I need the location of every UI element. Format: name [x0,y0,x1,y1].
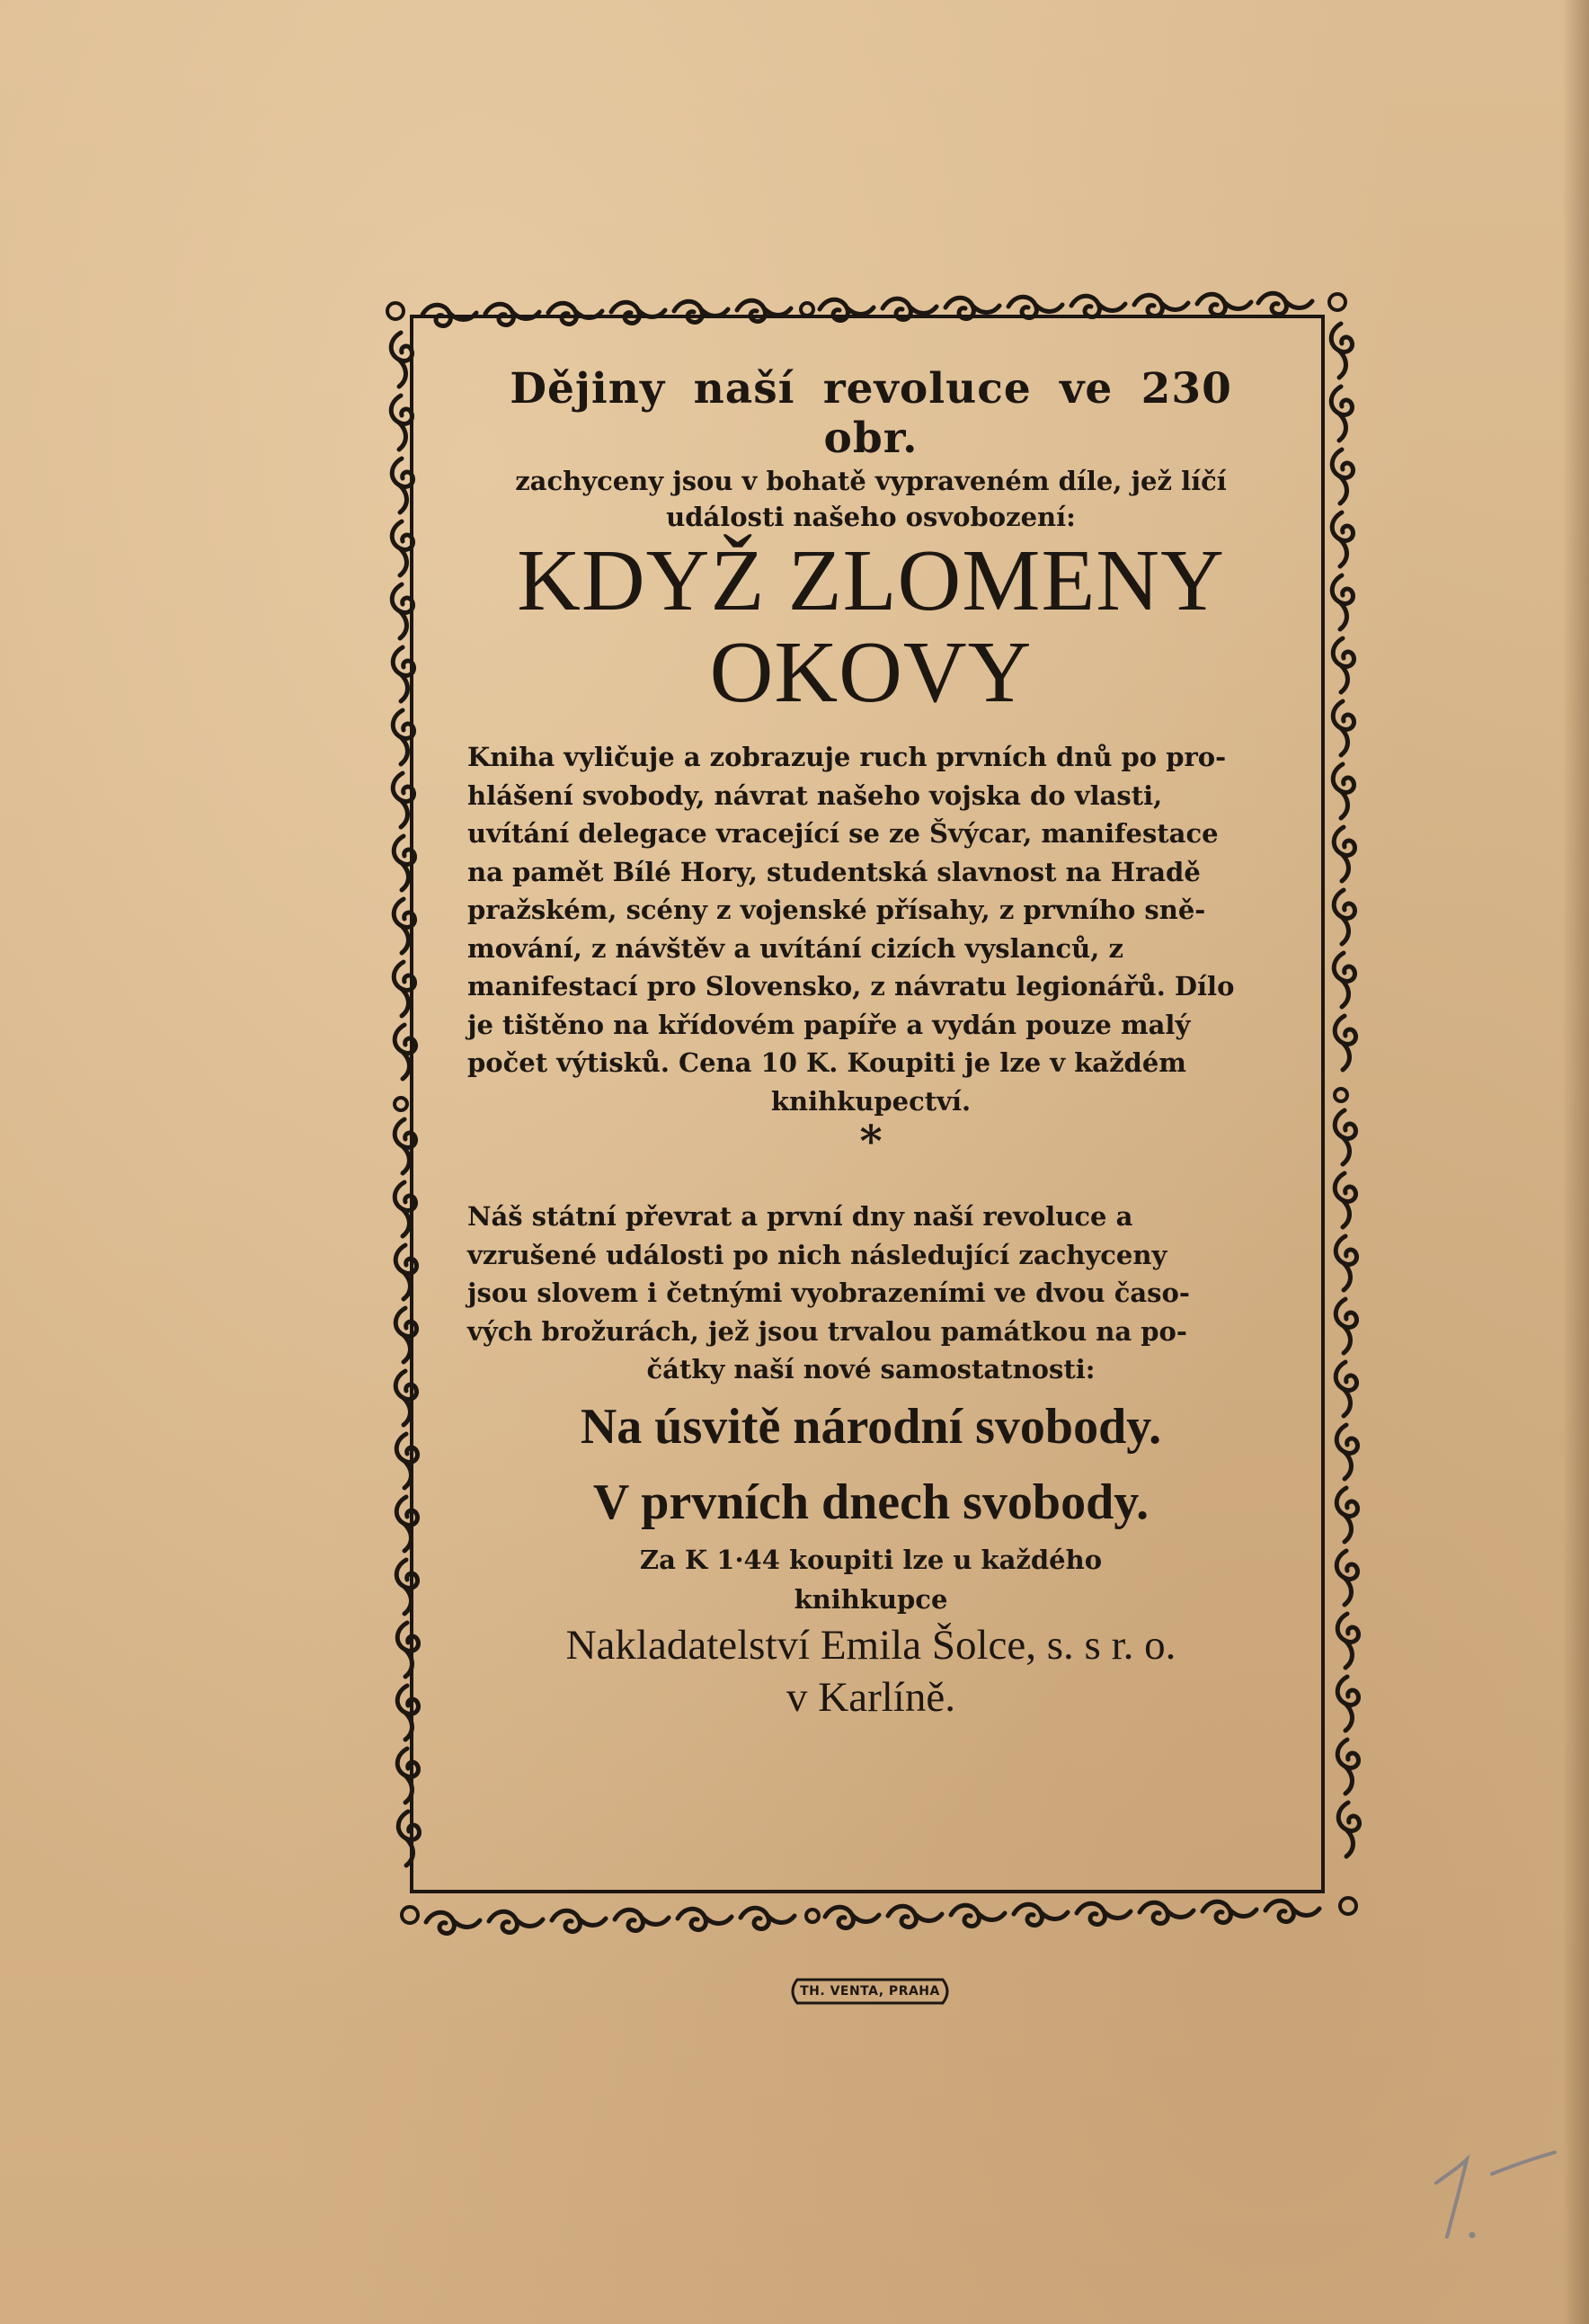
book-title-line: KDYŽ ZLOMENY [517,532,1225,629]
brochures-description [467,1198,1274,1389]
publisher-line: Nakladatelství Emila Šolce, s. s r. o. [565,1621,1176,1669]
publisher [467,1619,1274,1723]
border-top-band [422,293,1312,325]
corner-ornament-bottom-left [402,1907,418,1923]
book-description [467,738,1274,1120]
ad-subheading [467,463,1274,535]
border-bottom-band [426,1901,1319,1933]
description-line: počet výtisků. Cena 10 K. Koupiti je lze v každém [467,1047,1186,1078]
description-line: vých brožurách, jež jsou trvalou památkou na po- [467,1315,1187,1347]
publisher-line: v Karlíně. [786,1673,955,1721]
printer-mark-text: TH. VENTA, PRAHA [800,1984,940,1999]
brochure-title: Na úsvitě národní svobody. [580,1398,1162,1455]
description-line-last: čátky naší nové samostatnosti: [646,1354,1096,1385]
description-line: uvítání delegace vracející se ze Švýcar, manifestace [467,818,1219,849]
book-title [467,532,1274,721]
price-line: Za K 1·44 koupiti lze u každého [639,1544,1103,1575]
description-line: Kniha vyličuje a zobrazuje ruch prvních dnů po pro- [467,742,1227,772]
price-note [467,1540,1274,1619]
section-separator: * [859,1117,883,1167]
description-line: je tištěno na křídovém papíře a vydán pouze malý [467,1009,1191,1040]
corner-ornament-bottom-right [1340,1898,1356,1914]
description-line: na pamět Bílé Hory, studentská slavnost na Hradě [467,856,1201,887]
description-line: mování, z návštěv a uvítání cizích vyslanců, z [467,932,1123,964]
advertisement-block [467,364,1274,1857]
corner-ornament-top-left [387,303,404,319]
corner-ornament-top-right [1329,294,1345,310]
description-line: manifestací pro Slovensko, z návratu legionářů. Dílo [467,971,1235,1002]
ad-headline: Dějiny naší revoluce ve 230 obr. [510,364,1232,463]
description-line: jsou slovem i četnými vyobrazeními ve dvou časo- [467,1278,1190,1308]
description-line: vzrušené události po nich následující zachyceny [467,1239,1167,1270]
brochure-titles [467,1389,1274,1540]
description-line: Náš státní převrat a první dny naší revoluce a [467,1201,1133,1232]
brochure-title: V prvních dnech svobody. [592,1474,1150,1530]
description-line: pražském, scény z vojenské přísahy, z prvního sně- [467,895,1206,925]
book-title-line: OKOVY [709,624,1033,721]
description-line: hlášení svobody, návrat našeho vojska do vlasti, [467,779,1163,811]
border-right-band [1331,324,1359,1857]
handwritten-price-note [1429,2147,1564,2246]
description-line-last: knihkupectví. [770,1085,972,1117]
ad-subheading-line: zachyceny jsou v bohatě vypraveném díle, jež líčí [515,466,1227,496]
ad-subheading-line: události našeho osvobození: [666,502,1076,532]
price-line: knihkupce [794,1583,948,1615]
border-left-band [391,333,419,1865]
printer-mark [786,1976,954,2007]
